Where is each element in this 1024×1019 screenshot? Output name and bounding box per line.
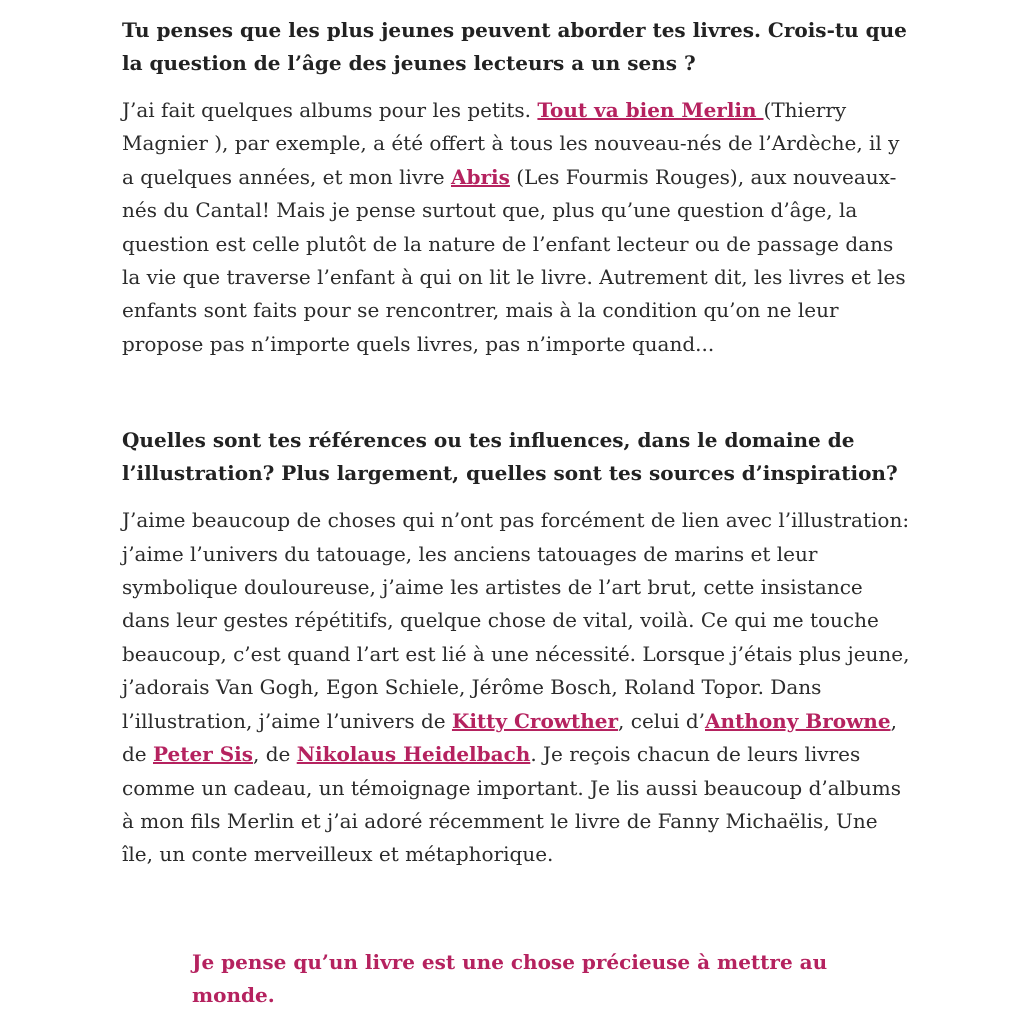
answer-text: . Je reçois chacun de leurs livres comme un cadeau, un témoignage important. Je lis aussi beaucoup d’albums à mon fils Merlin et j’ai adoré récemment le livre de Fanny Michaëlis, Une île, un conte merveilleux et métaphorique. xyxy=(122,742,901,867)
article-body xyxy=(122,14,912,872)
link-nikolaus-heidelbach[interactable]: Nikolaus Heidelbach xyxy=(296,742,531,767)
answer-text: , de xyxy=(253,742,297,767)
link-abris[interactable]: Abris xyxy=(451,164,510,189)
interview-question-influences: Quelles sont tes références ou tes influences, dans le domaine de l’illustration? Plus largement, quelles sont tes sources d’inspiration? xyxy=(122,428,898,486)
answer-text: , celui d’ xyxy=(618,708,705,733)
link-tout-va-bien-merlin[interactable]: Tout va bien Merlin xyxy=(537,98,764,122)
link-anthony-browne[interactable]: Anthony Browne xyxy=(705,708,891,733)
interview-answer-age xyxy=(122,94,912,361)
answer-text: J’ai fait quelques albums pour les petits. xyxy=(122,98,538,122)
link-peter-sis[interactable]: Peter Sis xyxy=(153,742,253,767)
interview-answer-influences xyxy=(122,504,912,871)
interview-question-age: Tu penses que les plus jeunes peuvent aborder tes livres. Crois-tu que la question de l’âge des jeunes lecteurs a un sens ? xyxy=(122,18,907,75)
answer-text: , de xyxy=(122,708,897,767)
answer-text: (Les Fourmis Rouges), aux nouveaux-nés du Cantal! Mais je pense surtout que, plus qu’une question d’âge, la question est celle plutôt de la nature de l’enfant lecteur ou de passage dans la vie que traverse l’enfant à qui on lit le livre. Autrement dit, les livres et les enfants sont faits pour se rencontrer, mais à la condition qu’on ne leur propose pas n’importe quels livres, pas n’importe quand... xyxy=(122,164,906,356)
answer-text: (Thierry Magnier ), par exemple, a été offert à tous les nouveau-nés de l’Ardèche, il y a quelques années, et mon livre xyxy=(122,98,900,189)
answer-text: J’aime beaucoup de choses qui n’ont pas forcément de lien avec l’illustration: j’aime l’univers du tatouage, les anciens tatouages de marins et leur symbolique douloureuse, j’aime les artistes de l’art brut, cette insistance dans leur gestes répétitifs, quelque chose de vital, voilà. Ce qui me touche beaucoup, c’est quand l’art est lié à une nécessité. Lorsque j’étais plus jeune, j’adorais Van Gogh, Egon Schiele, Jérôme Bosch, Roland Topor. Dans l’illustration, j’aime l’univers de xyxy=(122,508,910,733)
link-kitty-crowther[interactable]: Kitty Crowther xyxy=(451,708,619,733)
pull-quote: Je pense qu’un livre est une chose précieuse à mettre au monde. xyxy=(192,950,828,1007)
